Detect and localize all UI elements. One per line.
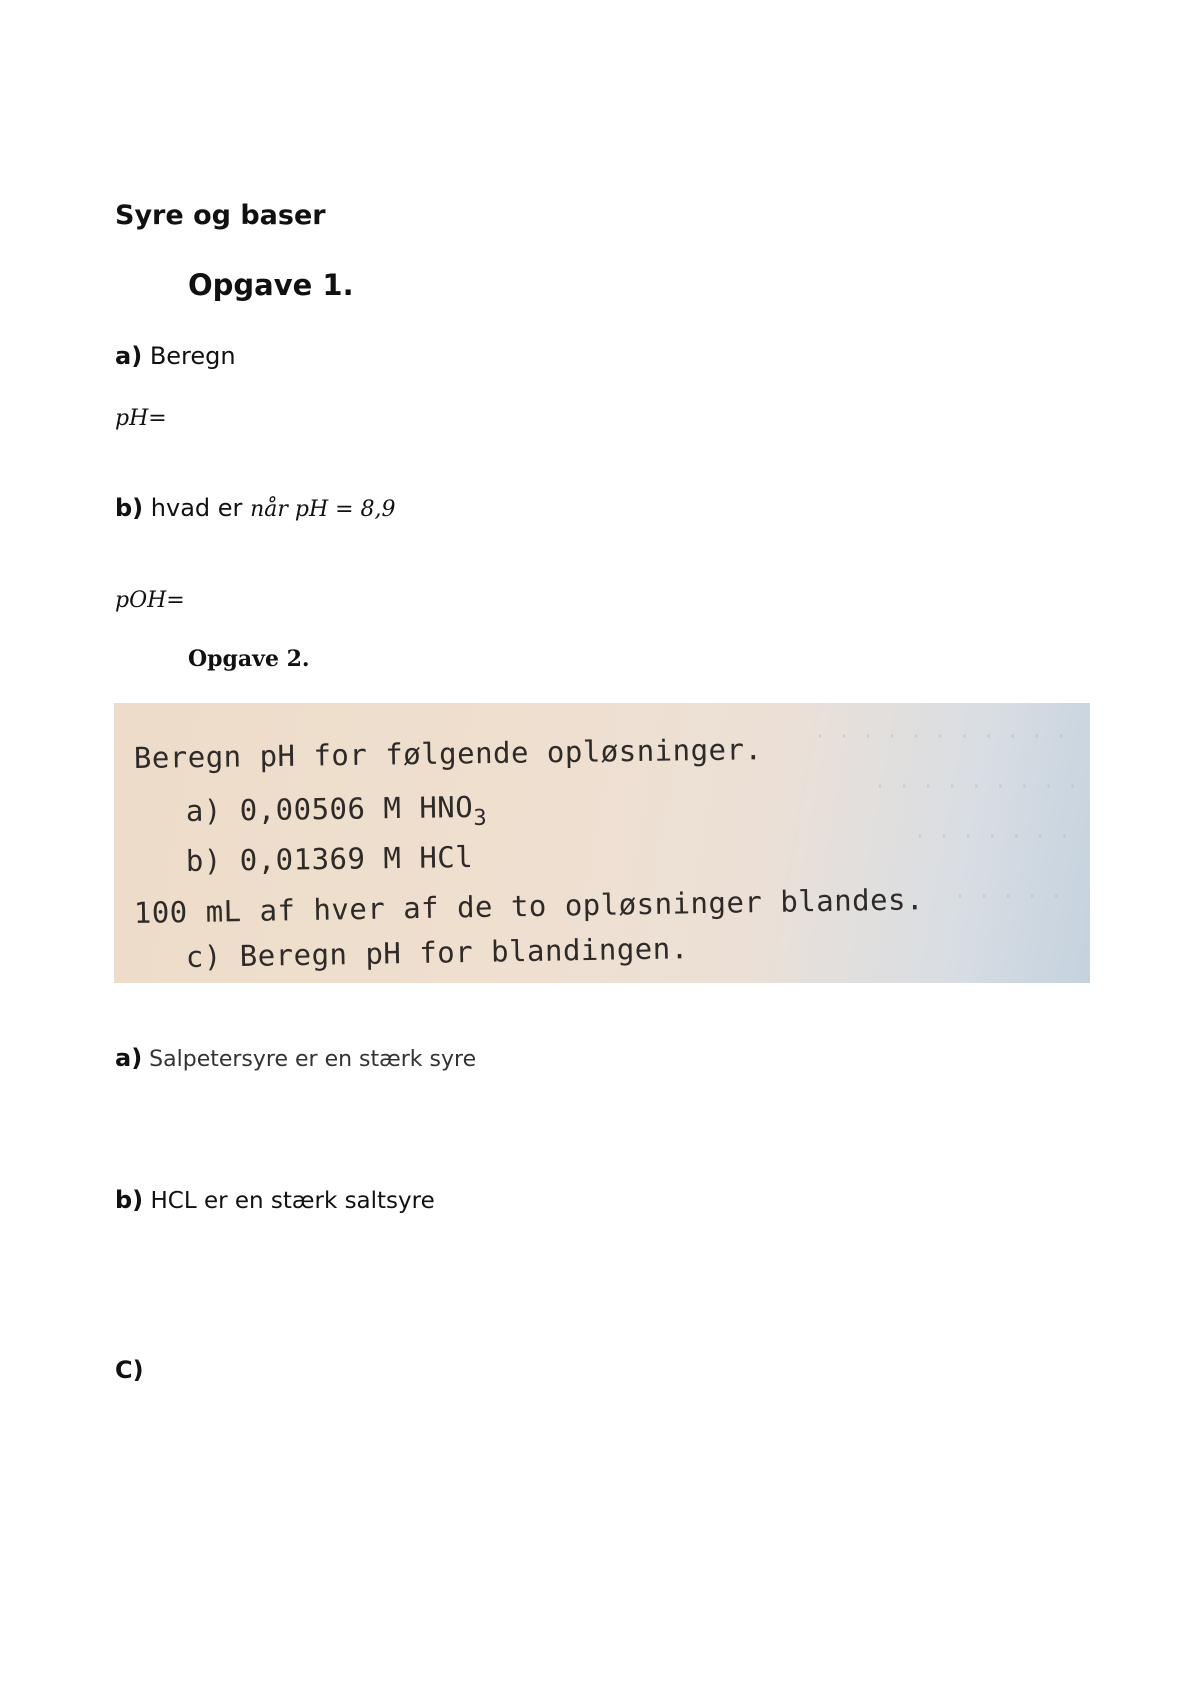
task1-a-line bbox=[115, 342, 236, 370]
task1-heading: Opgave 1. bbox=[188, 268, 354, 302]
scan-line-1: Beregn pH for følgende opløsninger. bbox=[133, 732, 763, 775]
task2-a-line bbox=[115, 1044, 476, 1072]
scan-ghost-text: · · · · · bbox=[954, 884, 1063, 908]
scan-svg bbox=[114, 703, 1090, 983]
scan-ghost-text: · · · · · · · bbox=[914, 824, 1071, 848]
scan-line-a bbox=[186, 790, 488, 835]
task1-a-text: Beregn bbox=[149, 342, 236, 370]
task2-heading: Opgave 2. bbox=[188, 646, 310, 672]
task2-b-line bbox=[115, 1186, 435, 1214]
task2-b-label: b) bbox=[115, 1186, 144, 1214]
task2-a-text: Salpetersyre er en stærk syre bbox=[149, 1047, 477, 1072]
scan-line-b: b) 0,01369 M HCl bbox=[185, 839, 474, 878]
poh-formula: pOH= bbox=[115, 588, 185, 613]
scan-ghost-text: · · · · · · · · · · · bbox=[814, 724, 1067, 748]
task1-b-text: hvad er bbox=[150, 494, 243, 522]
task2-b-text: HCL er en stærk saltsyre bbox=[150, 1188, 435, 1214]
scan-ghost-text: · · · · · · · · · bbox=[874, 774, 1079, 798]
scan-line-c: c) Beregn pH for blandingen. bbox=[185, 931, 689, 974]
ph-formula: pH= bbox=[115, 406, 167, 431]
scan-line-a-text: a) 0,00506 M HNO bbox=[185, 789, 474, 828]
scan-line-3: 100 mL af hver af de to opløsninger blandes. bbox=[133, 882, 925, 930]
task1-a-label: a) bbox=[115, 342, 143, 370]
task1-b-line bbox=[115, 494, 396, 522]
task1-b-math: når pH = 8,9 bbox=[250, 497, 396, 522]
scan-line-a-subscript: 3 bbox=[473, 805, 488, 831]
scanned-exercise-image bbox=[114, 703, 1090, 983]
task2-a-label: a) bbox=[115, 1044, 143, 1072]
task1-b-label: b) bbox=[115, 494, 144, 522]
task2-c-line bbox=[115, 1356, 144, 1384]
document-title: Syre og baser bbox=[115, 200, 326, 231]
task2-c-label: C) bbox=[115, 1356, 144, 1384]
